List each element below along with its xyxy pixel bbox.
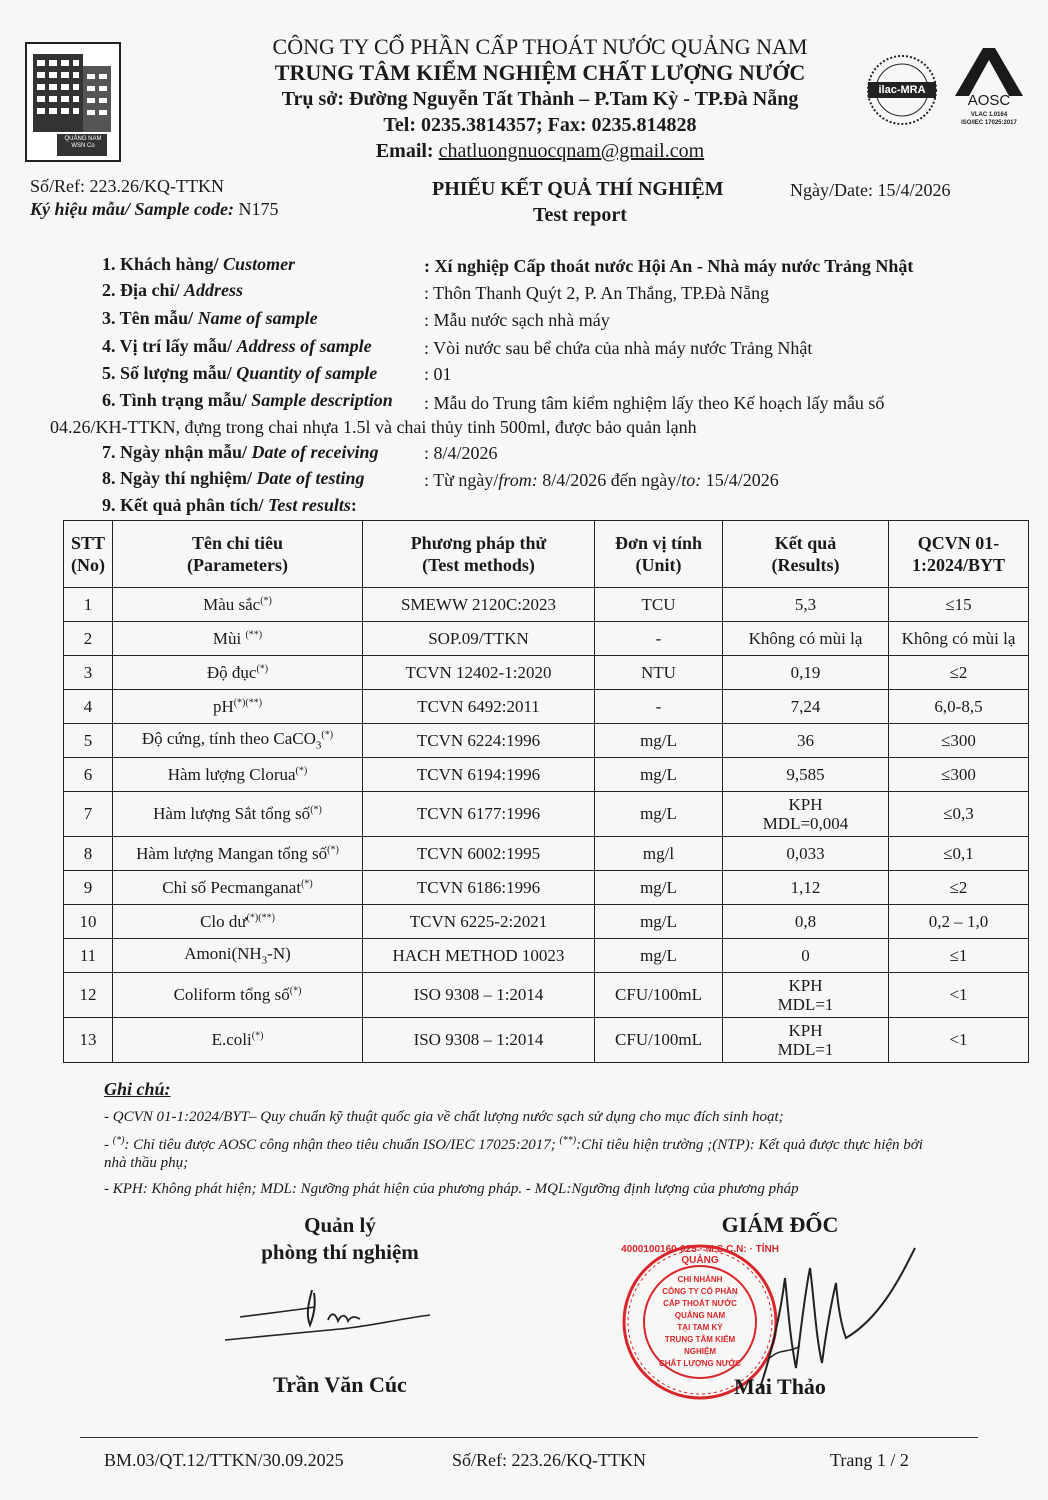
parameter-name: Clo dư (200, 911, 247, 931)
testing-date-label: 8. Ngày thí nghiệm/ Date of testing (102, 468, 365, 488)
cell-limit: <1 (889, 973, 1029, 1018)
cell-limit: ≤300 (889, 758, 1029, 792)
cell-result (723, 1018, 889, 1063)
cell-method: TCVN 6225-2:2021 (363, 905, 595, 939)
cell-method: SMEWW 2120C:2023 (363, 588, 595, 622)
cell-method: TCVN 6177:1996 (363, 792, 595, 837)
email-link[interactable]: chatluongnuocqnam@gmail.com (438, 140, 705, 162)
parameter-name: Amoni(NH (184, 944, 262, 964)
parameter-name: Hàm lượng Sắt tổng số (153, 804, 311, 823)
report-date: Ngày/Date: 15/4/2026 (790, 180, 951, 200)
cell-method: TCVN 12402-1:2020 (363, 656, 595, 690)
sample-code-label: Ký hiệu mẫu/ Sample code: (30, 199, 234, 219)
ilac-mra-logo (862, 50, 942, 130)
cell-result (723, 622, 889, 656)
cell-parameter (113, 656, 363, 690)
address-value: : Thôn Thanh Quýt 2, P. An Thắng, TP.Đà Nẵng (424, 283, 770, 303)
cell-method: HACH METHOD 10023 (363, 939, 595, 973)
parameter-subscript: 3 (315, 739, 322, 752)
cell-parameter (113, 724, 363, 758)
cell-parameter (113, 871, 363, 905)
col-header-no: STT (No) (64, 521, 113, 588)
notes-title: Ghi chú: (104, 1079, 171, 1099)
aosc-logo (945, 44, 1033, 136)
sample-description-value: : Mẫu do Trung tâm kiểm nghiệm lấy theo Kế hoạch lấy mẫu số (424, 393, 885, 413)
table-row (64, 905, 1029, 939)
report-title-en: Test report (533, 204, 627, 226)
parameter-name: Độ đục (206, 662, 257, 682)
cell-no: 13 (64, 1018, 113, 1063)
parameter-name-tail: -N) (267, 944, 291, 964)
cell-unit: mg/l (595, 837, 723, 871)
sample-description-label: 6. Tình trạng mẫu/ Sample description (102, 390, 393, 410)
parameter-name: Chỉ số Pecmanganat (162, 877, 302, 897)
col-header-parameters: Tên chỉ tiêu (Parameters) (113, 521, 363, 588)
table-row (64, 792, 1029, 837)
sample-description-cont: 04.26/KH-TTKN, đựng trong chai nhựa 1.5l và chai thủy tinh 500ml, được bảo quản lạnh (50, 417, 697, 437)
table-row (64, 622, 1029, 656)
sample-location-value: : Vòi nước sau bể chứa của nhà máy nước Trảng Nhật (424, 338, 813, 358)
cell-method: TCVN 6002:1995 (363, 837, 595, 871)
parameter-name: Hàm lượng Clorua (167, 764, 296, 784)
table-row (64, 837, 1029, 871)
sample-quantity-value: : 01 (424, 364, 452, 384)
cell-method: TCVN 6186:1996 (363, 871, 595, 905)
result-detection-limit: MDL=1 (777, 1040, 834, 1059)
parameter-accreditation-mark: (*) (260, 594, 272, 606)
cell-no: 11 (64, 939, 113, 973)
sample-name-value: : Mẫu nước sạch nhà máy (424, 310, 610, 330)
cell-result (723, 690, 889, 724)
cell-parameter (113, 939, 363, 973)
cell-limit: ≤2 (889, 656, 1029, 690)
cell-result (723, 792, 889, 837)
cell-unit: TCU (595, 588, 723, 622)
parameter-accreditation-mark: (*) (310, 804, 322, 816)
cell-result (723, 724, 889, 758)
email-label: Email: (375, 140, 434, 162)
parameter-subscript: 3 (261, 954, 268, 967)
table-row (64, 656, 1029, 690)
cell-parameter (113, 588, 363, 622)
stamp-inner-text: CHI NHÁNH CÔNG TY CỔ PHẦN CẤP THOÁT NƯỚC QUẢNG NAM TẠI TAM KỲ TRUNG TÂM KIỂM NGHIỆM CHẤT LƯỢNG NƯỚC (658, 1275, 742, 1368)
result-detection-limit: MDL=0,004 (762, 814, 849, 833)
cell-no: 8 (64, 837, 113, 871)
cell-no: 6 (64, 758, 113, 792)
cell-unit: - (595, 690, 723, 724)
parameter-accreditation-mark: (*) (327, 843, 339, 855)
cell-no: 3 (64, 656, 113, 690)
sample-location-label: 4. Vị trí lấy mẫu/ Address of sample (102, 336, 372, 356)
aosc-sub2: ISO/IEC 17025:2017 (961, 120, 1017, 126)
cell-unit: mg/L (595, 792, 723, 837)
sample-code-value: N175 (238, 199, 279, 219)
parameter-name: Màu sắc (203, 594, 261, 614)
director-title: GIÁM ĐỐC (721, 1212, 839, 1237)
results-table (63, 520, 1029, 1063)
cell-parameter (113, 905, 363, 939)
cell-no: 10 (64, 905, 113, 939)
table-row (64, 724, 1029, 758)
parameter-accreditation-mark: (**) (245, 628, 263, 640)
parameter-name: Coliform tổng số (173, 985, 290, 1004)
cell-parameter (113, 1018, 363, 1063)
cell-parameter (113, 973, 363, 1018)
table-row (64, 690, 1029, 724)
test-results-label: 9. Kết quả phân tích/ Test results: (102, 495, 357, 515)
phone-line: Tel: 0235.3814357; Fax: 0235.814828 (383, 114, 697, 136)
cell-method: TCVN 6492:2011 (363, 690, 595, 724)
lab-manager-title-1: Quản lý (304, 1213, 376, 1237)
sample-quantity-label: 5. Số lượng mẫu/ Quantity of sample (102, 363, 378, 383)
cell-parameter (113, 622, 363, 656)
cell-limit: ≤15 (889, 588, 1029, 622)
letterhead (180, 34, 900, 164)
result-value: 9,585 (786, 765, 825, 784)
result-value: Không có mùi lạ (748, 629, 863, 648)
customer-label: 1. Khách hàng/ Customer (102, 254, 296, 274)
parameter-name: Độ cứng, tính theo CaCO (141, 729, 316, 749)
cell-no: 9 (64, 871, 113, 905)
cell-result (723, 837, 889, 871)
parameter-accreditation-mark: (*) (251, 1030, 264, 1042)
note-2: - (*): Chỉ tiêu được AOSC công nhận theo tiêu chuẩn ISO/IEC 17025:2017; (**):Chỉ tiêu hiện trường ;(NTP): Kết quả được thực hiện bởi (104, 1135, 923, 1153)
result-value: 1,12 (790, 878, 821, 897)
cell-result (723, 656, 889, 690)
director-name: Mai Thảo (734, 1374, 826, 1399)
result-value: 7,24 (790, 697, 821, 716)
footer-form-code: BM.03/QT.12/TTKN/30.09.2025 (104, 1450, 344, 1470)
cell-limit: 0,2 – 1,0 (889, 905, 1029, 939)
cell-limit: <1 (889, 1018, 1029, 1063)
cell-limit: 6,0-8,5 (889, 690, 1029, 724)
cell-result (723, 939, 889, 973)
parameter-accreditation-mark: (*) (289, 985, 302, 997)
result-value: 5,3 (794, 595, 817, 614)
result-value: 0,19 (790, 663, 821, 682)
ilac-text: ilac-MRA (878, 84, 926, 96)
cell-unit: CFU/100mL (595, 1018, 723, 1063)
aosc-text: AOSC (967, 92, 1011, 109)
result-value: 0,8 (794, 912, 817, 931)
table-row (64, 871, 1029, 905)
result-detection-limit: MDL=1 (777, 995, 834, 1014)
cell-result (723, 588, 889, 622)
sample-code-line (30, 199, 279, 220)
cell-unit: mg/L (595, 871, 723, 905)
cell-result (723, 758, 889, 792)
cell-method: TCVN 6224:1996 (363, 724, 595, 758)
table-row (64, 973, 1029, 1018)
company-name: CÔNG TY CỔ PHẦN CẤP THOÁT NƯỚC QUẢNG NAM (272, 34, 808, 59)
cell-no: 5 (64, 724, 113, 758)
cell-limit: ≤2 (889, 871, 1029, 905)
cell-limit: Không có mùi lạ (889, 622, 1029, 656)
cell-parameter (113, 792, 363, 837)
report-title: PHIẾU KẾT QUẢ THÍ NGHIỆM (432, 178, 724, 200)
result-value: 36 (797, 731, 814, 750)
result-value: KPH (788, 795, 823, 814)
col-header-results: Kết quả (Results) (723, 521, 889, 588)
receiving-date-value: : 8/4/2026 (424, 443, 498, 463)
parameter-name: Mùi (212, 628, 246, 648)
parameter-accreditation-mark: (*) (256, 662, 269, 674)
cell-no: 4 (64, 690, 113, 724)
table-row (64, 939, 1029, 973)
lab-manager-signature-icon (220, 1285, 440, 1355)
table-row (64, 758, 1029, 792)
cell-method: SOP.09/TTKN (363, 622, 595, 656)
cell-no: 2 (64, 622, 113, 656)
table-row (64, 1018, 1029, 1063)
parameter-name: E.coli (211, 1030, 252, 1049)
cell-unit: CFU/100mL (595, 973, 723, 1018)
footer-divider (80, 1437, 978, 1438)
table-row (64, 588, 1029, 622)
aosc-sub1: VLAC 1.0164 (970, 112, 1008, 118)
receiving-date-label: 7. Ngày nhận mẫu/ Date of receiving (102, 442, 379, 462)
cell-parameter (113, 690, 363, 724)
note-1: - QCVN 01-1:2024/BYT– Quy chuẩn kỹ thuật quốc gia về chất lượng nước sạch sử dụng cho mục đích sinh hoạt; (104, 1109, 784, 1125)
cell-unit: mg/L (595, 724, 723, 758)
stamp-ring-text: 4000100160-025 · M.S.C.N: · TỈNH QUẢNG (621, 1244, 779, 1266)
parameter-accreditation-mark: (*) (321, 729, 334, 741)
center-name: TRUNG TÂM KIỂM NGHIỆM CHẤT LƯỢNG NƯỚC (274, 60, 806, 85)
col-header-unit: Đơn vị tính (Unit) (595, 521, 723, 588)
cell-method: TCVN 6194:1996 (363, 758, 595, 792)
cell-method: ISO 9308 – 1:2014 (363, 1018, 595, 1063)
parameter-name: Hàm lượng Mangan tổng số (136, 843, 328, 863)
address-line: Trụ sở: Đường Nguyễn Tất Thành – P.Tam Kỳ - TP.Đà Nẵng (281, 88, 799, 110)
email-line (180, 138, 900, 164)
testing-date-value: : Từ ngày/from: 8/4/2026 đến ngày/to: 15/4/2026 (424, 470, 779, 490)
logo-caption: QUẢNG NAM WSN Co (64, 136, 102, 149)
cell-method: ISO 9308 – 1:2014 (363, 973, 595, 1018)
sample-name-label: 3. Tên mẫu/ Name of sample (102, 308, 318, 328)
cell-parameter (113, 837, 363, 871)
lab-manager-title-2: phòng thí nghiệm (261, 1240, 419, 1264)
company-logo (25, 42, 121, 162)
cell-result (723, 973, 889, 1018)
cell-limit: ≤0,1 (889, 837, 1029, 871)
cell-limit: ≤0,3 (889, 792, 1029, 837)
cell-no: 12 (64, 973, 113, 1018)
cell-limit: ≤1 (889, 939, 1029, 973)
cell-unit: mg/L (595, 905, 723, 939)
result-value: KPH (788, 976, 823, 995)
footer-ref: Số/Ref: 223.26/KQ-TTKN (452, 1450, 646, 1470)
cell-parameter (113, 758, 363, 792)
cell-limit: ≤300 (889, 724, 1029, 758)
cell-result (723, 905, 889, 939)
col-header-limit: QCVN 01- 1:2024/BYT (889, 521, 1029, 588)
lab-manager-name: Trần Văn Cúc (273, 1372, 407, 1397)
address-label: 2. Địa chỉ/ Address (102, 280, 244, 300)
col-header-methods: Phương pháp thử (Test methods) (363, 521, 595, 588)
cell-unit: - (595, 622, 723, 656)
parameter-accreditation-mark: (*) (301, 877, 313, 889)
cell-unit: NTU (595, 656, 723, 690)
parameter-accreditation-mark: (*) (295, 764, 308, 776)
customer-value: : Xí nghiệp Cấp thoát nước Hội An - Nhà máy nước Trảng Nhật (424, 256, 914, 276)
cell-unit: mg/L (595, 758, 723, 792)
note-2-cont: nhà thầu phụ; (104, 1155, 189, 1171)
result-value: 0 (801, 946, 810, 965)
table-header-row (64, 521, 1029, 588)
note-3: - KPH: Không phát hiện; MDL: Ngưỡng phát hiện của phương pháp. - MQL:Ngưỡng định lượng của phương pháp (104, 1181, 799, 1197)
result-value: 0,033 (786, 844, 825, 863)
cell-no: 7 (64, 792, 113, 837)
result-value: KPH (788, 1021, 823, 1040)
cell-result (723, 871, 889, 905)
parameter-accreditation-mark: (*)(**) (246, 911, 275, 923)
cell-unit: mg/L (595, 939, 723, 973)
cell-no: 1 (64, 588, 113, 622)
parameter-name: pH (212, 696, 234, 716)
footer-page-number: Trang 1 / 2 (830, 1450, 909, 1470)
ref-number: Số/Ref: 223.26/KQ-TTKN (30, 176, 224, 196)
parameter-accreditation-mark: (*)(**) (233, 696, 263, 708)
